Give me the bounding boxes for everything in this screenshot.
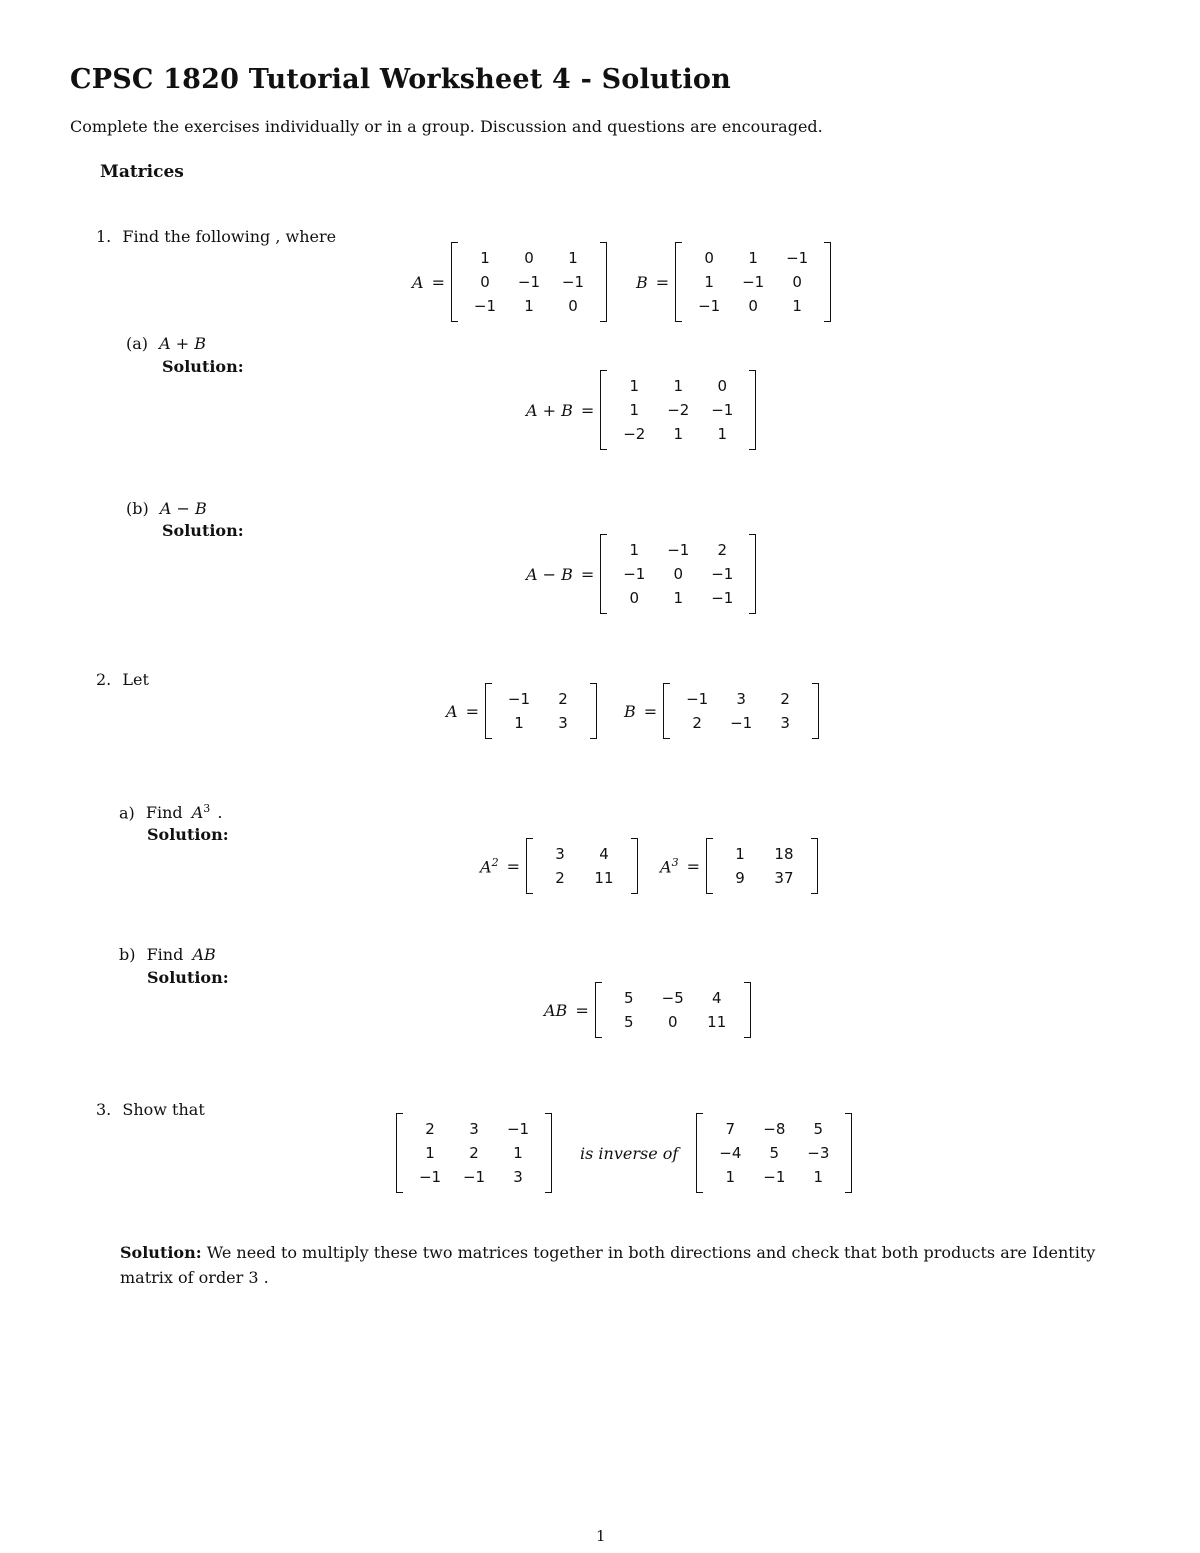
matrix-cell: −4 <box>719 1144 742 1162</box>
matrix-cell: −1 <box>786 249 809 267</box>
result-matrix <box>600 538 756 610</box>
question-text: Show that <box>122 1100 205 1119</box>
matrix-cell: −1 <box>730 714 753 732</box>
matrix-cell: 1 <box>673 589 684 607</box>
matrix-cell: −1 <box>507 690 531 708</box>
matrix-cell: 1 <box>735 845 745 863</box>
matrix-cell: 5 <box>769 1144 780 1162</box>
result-lhs: A + B <box>526 400 573 420</box>
question-text: Let <box>122 670 149 689</box>
matrix-cell: 0 <box>704 249 714 267</box>
part-expression-exponent: 3 <box>203 802 211 815</box>
matrix-cell: 1 <box>425 1144 435 1162</box>
matrix-cell: 1 <box>568 249 578 267</box>
q2a-a3-eq: $A^3$ = 1 18 9 37 <box>660 842 818 890</box>
matrix-cell: 1 <box>629 401 640 419</box>
matrix-name: B <box>636 272 648 292</box>
result-matrix <box>595 986 751 1034</box>
part-text: Find <box>145 803 183 823</box>
matrix-cell: −1 <box>711 401 734 419</box>
matrix-1 <box>396 1117 552 1189</box>
matrix-cell: 1 <box>813 1168 824 1186</box>
part-label: b) <box>119 945 136 964</box>
matrix-cell: −1 <box>742 273 765 291</box>
matrix-cell: 2 <box>717 541 728 559</box>
matrix-cell: 11 <box>707 1013 727 1031</box>
q1-matrix-a-eq: A = 1 0 1 0 −1 −1 −1 1 0 <box>412 246 607 318</box>
matrix-a <box>485 687 597 735</box>
q1a-result-eq: A + B = 1 1 0 1 −2 −1 −2 1 1 <box>526 374 756 446</box>
result-lhs: $A^2$ <box>480 855 499 877</box>
matrix-cell: −1 <box>418 1168 442 1186</box>
matrix-cell: 1 <box>748 249 758 267</box>
matrix-cell: 2 <box>469 1144 479 1162</box>
matrix-cell: 3 <box>469 1120 479 1138</box>
matrix-cell: 2 <box>555 869 565 887</box>
part-expression: AB <box>192 945 216 964</box>
matrix-cell: 1 <box>629 377 640 395</box>
q1-matrix-b-eq: B = 0 1 −1 1 −1 0 −1 0 1 <box>636 246 831 318</box>
part-expression: A − B <box>159 499 207 518</box>
question-number: 2. <box>96 670 112 689</box>
matrix-b <box>675 246 831 318</box>
question-1 <box>96 227 336 246</box>
question-text: Find the following , where <box>122 227 337 246</box>
section-heading: Matrices <box>100 162 184 182</box>
matrix-cell: 5 <box>813 1120 824 1138</box>
q1b-result-eq: A − B = 1 −1 2 −1 0 −1 0 1 −1 <box>526 538 756 610</box>
matrix-cell: −2 <box>667 401 690 419</box>
part-2b <box>119 945 216 964</box>
matrix-cell: 2 <box>425 1120 435 1138</box>
result-matrix <box>706 842 818 890</box>
matrix-cell: −1 <box>763 1168 786 1186</box>
matrix-cell: 1 <box>524 297 534 315</box>
matrix-cell: 37 <box>774 869 794 887</box>
matrix-cell: 0 <box>748 297 758 315</box>
matrix-cell: 1 <box>480 249 490 267</box>
question-number: 3. <box>96 1100 112 1119</box>
part-2a <box>119 802 222 822</box>
matrix-cell: 0 <box>568 297 578 315</box>
matrix-cell: 1 <box>673 377 684 395</box>
part-text: Find <box>146 945 184 964</box>
page-number: 1 <box>596 1527 606 1545</box>
matrix-b <box>663 687 819 735</box>
matrix-cell: 1 <box>629 541 640 559</box>
result-matrix <box>526 842 638 890</box>
solution-label: Solution: <box>162 357 244 376</box>
matrix-cell: 1 <box>792 297 802 315</box>
matrix-cell: 1 <box>513 1144 523 1162</box>
part-label: (a) <box>126 334 149 353</box>
matrix-cell: 4 <box>599 845 609 863</box>
matrix-cell: −1 <box>667 541 690 559</box>
matrix-cell: 0 <box>667 1013 678 1031</box>
matrix-cell: 5 <box>623 1013 634 1031</box>
matrix-cell: −1 <box>462 1168 486 1186</box>
intro-text: Complete the exercises individually or in a group. Discussion and questions are encouraged. <box>70 117 823 136</box>
result-matrix <box>600 374 756 446</box>
part-label: (b) <box>126 499 149 518</box>
part-1b <box>126 499 207 518</box>
matrix-cell: −5 <box>661 989 684 1007</box>
question-3 <box>96 1100 205 1119</box>
part-expression-period: . <box>217 803 223 823</box>
matrix-cell: 9 <box>735 869 745 887</box>
q3-equation <box>396 1117 852 1189</box>
matrix-cell: 1 <box>704 273 714 291</box>
matrix-cell: 1 <box>673 425 684 443</box>
part-expression: A + B <box>159 334 207 353</box>
matrix-cell: −1 <box>698 297 721 315</box>
matrix-cell: 3 <box>558 714 568 732</box>
question-number: 1. <box>96 227 112 246</box>
matrix-cell: −8 <box>763 1120 786 1138</box>
matrix-cell: 0 <box>629 589 640 607</box>
matrix-name: A <box>412 272 424 292</box>
q2-matrix-a-eq: A = −1 2 1 3 <box>446 687 597 735</box>
solution-label: Solution: <box>120 1243 202 1262</box>
matrix-cell: 3 <box>555 845 565 863</box>
matrix-cell: −2 <box>623 425 646 443</box>
q3-solution <box>120 1240 1150 1290</box>
connector-text: is inverse of <box>580 1143 679 1163</box>
matrix-cell: −1 <box>561 273 585 291</box>
page-title: CPSC 1820 Tutorial Worksheet 4 - Solution <box>70 64 731 95</box>
solution-label: Solution: <box>147 968 229 987</box>
matrix-cell: 4 <box>711 989 722 1007</box>
matrix-cell: −1 <box>517 273 541 291</box>
matrix-cell: −1 <box>711 589 734 607</box>
solution-text: We need to multiply these two matrices together in both directions and check that both products are Identity matrix of order 3 . <box>120 1243 1096 1287</box>
matrix-cell: −1 <box>506 1120 530 1138</box>
matrix-cell: 3 <box>780 714 790 732</box>
matrix-cell: 2 <box>780 690 790 708</box>
matrix-cell: 3 <box>736 690 746 708</box>
matrix-cell: 0 <box>792 273 802 291</box>
matrix-cell: 5 <box>623 989 634 1007</box>
matrix-cell: 3 <box>513 1168 523 1186</box>
matrix-cell: 1 <box>514 714 524 732</box>
matrix-cell: 7 <box>725 1120 736 1138</box>
matrix-cell: −1 <box>711 565 734 583</box>
matrix-2 <box>696 1117 852 1189</box>
matrix-name: A <box>446 701 458 721</box>
matrix-cell: 0 <box>673 565 684 583</box>
matrix-cell: 0 <box>524 249 534 267</box>
matrix-cell: 18 <box>774 845 794 863</box>
matrix-name: B <box>624 701 636 721</box>
solution-label: Solution: <box>162 521 244 540</box>
matrix-cell: 0 <box>480 273 490 291</box>
matrix-cell: −1 <box>623 565 646 583</box>
matrix-cell: −1 <box>473 297 497 315</box>
matrix-cell: 0 <box>717 377 728 395</box>
matrix-cell: 2 <box>692 714 702 732</box>
matrix-cell: −1 <box>686 690 709 708</box>
result-lhs: A − B <box>526 564 573 584</box>
matrix-cell: 2 <box>558 690 568 708</box>
q2b-result-eq: AB = 5 −5 4 5 0 11 <box>544 986 751 1034</box>
q2-matrix-b-eq: B = −1 3 2 2 −1 3 <box>624 687 819 735</box>
matrix-cell: 1 <box>717 425 728 443</box>
solution-label: Solution: <box>147 825 229 844</box>
part-label: a) <box>119 803 135 823</box>
result-lhs: AB <box>544 1000 568 1020</box>
result-lhs: $A^3$ <box>660 855 679 877</box>
question-2 <box>96 670 149 689</box>
matrix-cell: −3 <box>807 1144 830 1162</box>
matrix-a <box>451 246 607 318</box>
matrix-cell: 11 <box>594 869 614 887</box>
matrix-cell: 1 <box>725 1168 736 1186</box>
q2a-a2-eq: $A^2$ = 3 4 2 11 <box>480 842 638 890</box>
part-1a <box>126 334 206 353</box>
part-expression-base: A <box>191 803 204 823</box>
